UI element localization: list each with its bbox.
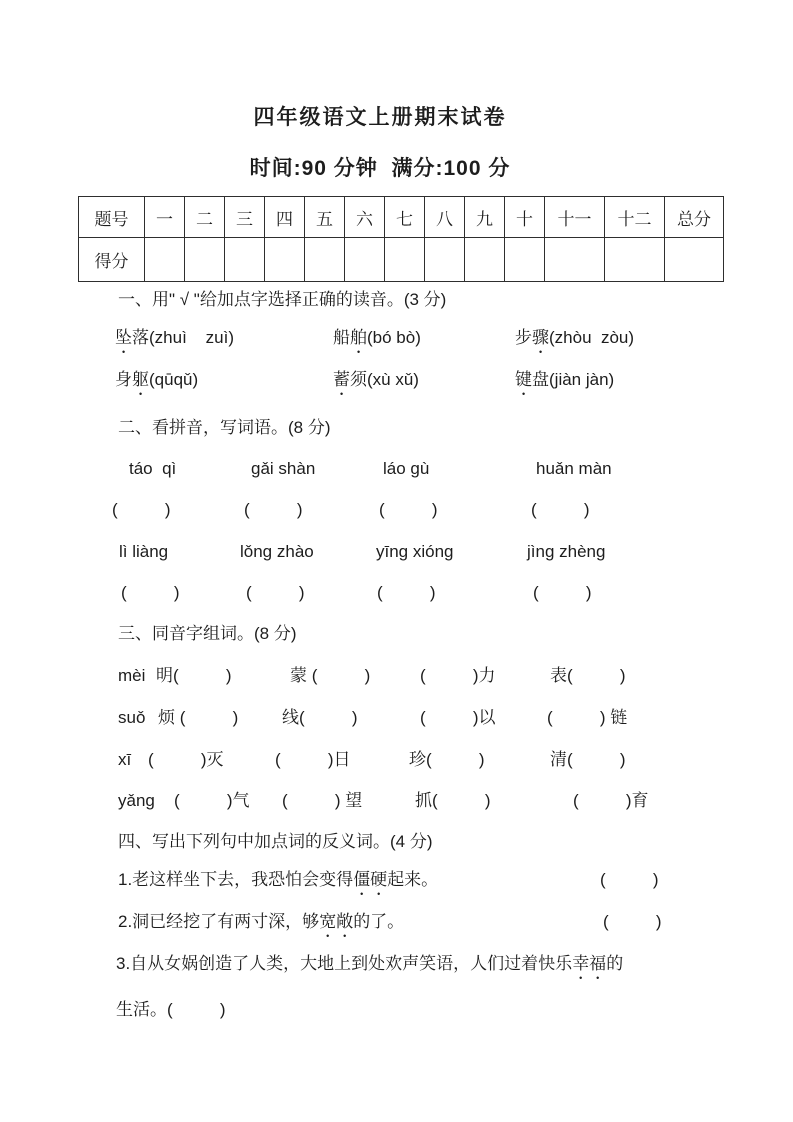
score-table-header-cell: 五 [305,197,345,238]
dotted-char: 键 [515,370,532,389]
homophone-pinyin-label: yǎng [118,791,155,810]
reading-item [115,369,198,399]
score-table-header-cell: 四 [265,197,305,238]
answer-blank: ( ) [377,583,436,602]
pinyin-word: lǒng zhào [240,542,314,561]
pinyin-word: jìng zhèng [527,542,606,561]
word-pre: 身 [115,370,132,389]
homophone-item: ( )气 [174,791,250,810]
score-table-header-cell: 九 [465,197,505,238]
exam-title: 四年级语文上册期末试卷 [253,106,507,129]
score-table-header-cell: 七 [385,197,425,238]
sentence-post: 的了。 [353,912,405,931]
homophone-item: ( )育 [573,791,649,810]
reading-item [333,369,419,399]
homophone-item: 清( ) [550,750,626,769]
score-table-corner-label: 题号 [79,197,145,238]
dotted-char: 蓄 [333,370,350,389]
word-pre: 船 [333,328,350,347]
homophone-item: ( )灭 [148,750,224,769]
answer-blank: ( ) [533,583,592,602]
score-cell-empty [545,238,605,282]
reading-item [115,327,234,357]
homophone-pinyin-label: xī [118,750,132,769]
section-3-heading: 三、同音字组词。(8 分) [118,624,297,643]
sentence-post: 起来。 [387,870,439,889]
homophone-item: 烦 ( ) [158,708,239,727]
pinyin-options: (zhuì zuì) [149,328,235,347]
sentence-pre: 1.老这样坐下去，我恐怕会变得 [118,870,354,889]
score-table [78,196,724,282]
pinyin-word: gǎi shàn [251,459,316,478]
dotted-word: 宽敞 [319,912,354,931]
section-1-heading: 一、用" √ "给加点字选择正确的读音。(3 分) [118,290,447,309]
reading-item [515,327,634,357]
pinyin-word: lì liàng [119,542,169,561]
answer-blank: ( ) [244,500,303,519]
word-post: 盘 [532,370,549,389]
dotted-char: 舶 [350,328,367,347]
sentence-pre: 2.洞已经挖了有两寸深，够 [118,912,320,931]
score-table-header-cell: 十一 [545,197,605,238]
score-table-header-cell: 六 [345,197,385,238]
homophone-pinyin-label: mèi [118,666,146,685]
dotted-char: 坠 [115,328,132,347]
answer-blank: ( ) [379,500,438,519]
score-table-header-cell: 总分 [665,197,724,238]
sentence-item [116,953,623,983]
dotted-char: 躯 [132,370,149,389]
word-post: 落 [132,328,149,347]
score-row-label: 得分 [79,238,145,282]
homophone-item: 珍( ) [409,750,485,769]
pinyin-options: (jiàn jàn) [549,370,615,389]
score-cell-empty [465,238,505,282]
answer-blank: ( ) [600,870,659,889]
homophone-item: ( )力 [420,666,496,685]
score-table-header-cell: 十 [505,197,545,238]
answer-blank: ( ) [246,583,305,602]
homophone-item: ( ) 链 [547,708,628,727]
homophone-item: ( ) 望 [282,791,363,810]
answer-blank: ( ) [603,912,662,931]
score-cell-empty [225,238,265,282]
sentence-item [118,911,404,941]
pinyin-word: huǎn màn [536,459,612,478]
pinyin-word: táo qì [129,459,177,478]
pinyin-options: (zhòu zòu) [549,328,635,347]
pinyin-options: (xù xǔ) [367,370,419,389]
word-post: 须 [350,370,367,389]
answer-blank: ( ) [112,500,171,519]
score-table-header-cell: 十二 [605,197,665,238]
pinyin-word: láo gù [383,459,430,478]
homophone-item: 抓( ) [415,791,491,810]
sentence-item [118,869,438,899]
sentence-post: 的 [606,954,624,973]
score-table-header-cell: 三 [225,197,265,238]
exam-time-score-info: 时间:90 分钟 满分:100 分 [249,157,511,180]
answer-blank: ( ) [121,583,180,602]
score-table-header-cell: 一 [145,197,185,238]
dotted-word: 幸福 [572,954,607,973]
score-table-header-cell: 二 [185,197,225,238]
pinyin-options: (bó bò) [367,328,421,347]
sentence-pre: 3.自从女娲创造了人类，大地上到处欢声笑语，人们过着快乐 [116,954,573,973]
sentence-continuation: 生活。( ) [116,1000,226,1019]
score-cell-empty [185,238,225,282]
homophone-item: 表( ) [550,666,626,685]
score-table-header-row [79,197,724,238]
dotted-char: 骤 [532,328,549,347]
homophone-item: 线( ) [282,708,358,727]
homophone-item: 明( ) [156,666,232,685]
homophone-item: 蒙 ( ) [290,666,371,685]
homophone-item: ( )日 [275,750,351,769]
score-cell-empty [345,238,385,282]
score-table-score-row [79,238,724,282]
score-table-header-cell: 八 [425,197,465,238]
score-cell-empty [265,238,305,282]
answer-blank: ( ) [531,500,590,519]
score-cell-empty [145,238,185,282]
section-4-heading: 四、写出下列句中加点词的反义词。(4 分) [118,832,433,851]
score-cell-empty [425,238,465,282]
score-cell-empty [385,238,425,282]
homophone-item: ( )以 [420,708,496,727]
score-cell-empty [505,238,545,282]
score-cell-empty [665,238,724,282]
homophone-pinyin-label: suǒ [118,708,146,727]
word-pre: 步 [515,328,532,347]
reading-item [515,369,614,399]
dotted-word: 僵硬 [353,870,388,889]
score-cell-empty [305,238,345,282]
score-cell-empty [605,238,665,282]
section-2-heading: 二、看拼音，写词语。(8 分) [118,418,331,437]
reading-item [333,327,421,357]
pinyin-options: (qūqǔ) [149,370,199,389]
pinyin-word: yīng xióng [376,542,454,561]
